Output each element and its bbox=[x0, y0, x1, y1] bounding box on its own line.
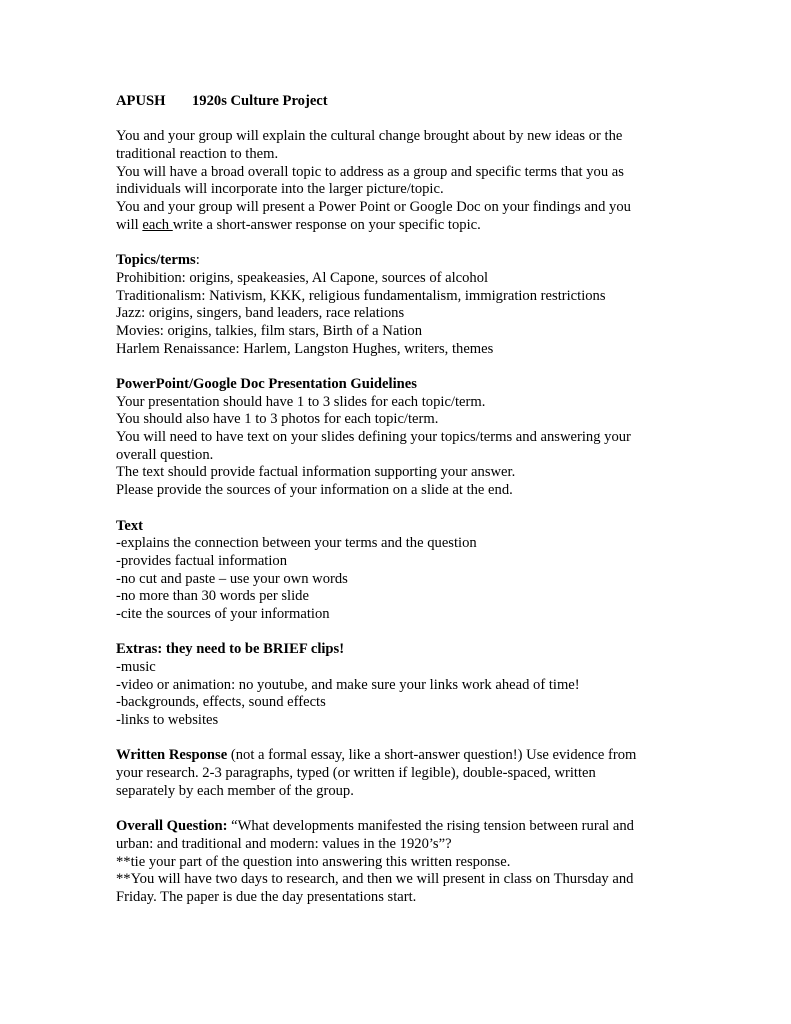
extras-section bbox=[116, 641, 686, 729]
topics-heading-line bbox=[116, 252, 686, 270]
section-heading: PowerPoint/Google Doc Presentation Guidelines bbox=[116, 376, 417, 392]
topic-item: Prohibition: origins, speakeasies, Al Capone, sources of alcohol bbox=[116, 269, 489, 286]
spacer bbox=[116, 801, 686, 819]
overall-line bbox=[116, 818, 686, 836]
spacer bbox=[116, 500, 686, 518]
text-section bbox=[116, 518, 686, 624]
intro-line: You and your group will explain the cultural change brought about by new ideas or the bbox=[116, 128, 623, 145]
section-heading: Written Response bbox=[116, 747, 228, 764]
intro-text: write a short-answer response on your specific topic. bbox=[172, 216, 481, 233]
spacer bbox=[116, 730, 686, 748]
page-title bbox=[116, 93, 686, 111]
overall-line: Friday. The paper is due the day presentations start. bbox=[116, 888, 417, 905]
intro-line: individuals will incorporate into the larger picture/topic. bbox=[116, 181, 444, 198]
text-rule: -provides factual information bbox=[116, 552, 288, 569]
spacer bbox=[116, 624, 686, 642]
underlined-word: each bbox=[142, 216, 173, 233]
extras-item: -video or animation: no youtube, and make sure your links work ahead of time! bbox=[116, 676, 580, 693]
text-rule: -explains the connection between your terms and the question bbox=[116, 535, 477, 552]
guidelines-section bbox=[116, 376, 686, 500]
topics-section bbox=[116, 252, 686, 358]
intro-paragraph bbox=[116, 128, 686, 234]
written-response-section bbox=[116, 747, 686, 800]
overall-text: “What developments manifested the rising tension between rural and bbox=[227, 818, 634, 835]
extras-item: -music bbox=[116, 659, 156, 675]
topic-item: Harlem Renaissance: Harlem, Langston Hughes, writers, themes bbox=[116, 340, 494, 357]
document-page bbox=[116, 93, 686, 907]
spacer bbox=[116, 358, 686, 376]
heading-colon: : bbox=[195, 252, 200, 269]
topic-item: Movies: origins, talkies, film stars, Birth of a Nation bbox=[116, 322, 423, 339]
intro-text: will bbox=[116, 216, 143, 233]
guideline-line: Please provide the sources of your information on a slide at the end. bbox=[116, 482, 513, 499]
project-name: 1920s Culture Project bbox=[192, 93, 328, 109]
intro-line: You and your group will present a Power Point or Google Doc on your findings and you bbox=[116, 199, 631, 216]
course-name: APUSH bbox=[116, 93, 166, 109]
guideline-line: The text should provide factual information supporting your answer. bbox=[116, 464, 516, 481]
overall-question-section bbox=[116, 818, 686, 906]
overall-line: **tie your part of the question into answering this written response. bbox=[116, 853, 511, 870]
intro-line: traditional reaction to them. bbox=[116, 146, 279, 163]
section-heading: Topics/terms bbox=[116, 252, 196, 269]
text-rule: -no more than 30 words per slide bbox=[116, 588, 309, 605]
section-heading: Extras: they need to be BRIEF clips! bbox=[116, 641, 345, 658]
extras-item: -links to websites bbox=[116, 712, 219, 729]
overall-line: urban: and traditional and modern: values in the 1920’s”? bbox=[116, 835, 452, 852]
spacer bbox=[116, 235, 686, 253]
written-line: separately by each member of the group. bbox=[116, 782, 354, 799]
topic-item: Traditionalism: Nativism, KKK, religious fundamentalism, immigration restrictions bbox=[116, 287, 606, 304]
section-heading: Overall Question: bbox=[116, 818, 228, 835]
text-rule: -cite the sources of your information bbox=[116, 605, 330, 622]
overall-line: **You will have two days to research, and then we will present in class on Thursday and bbox=[116, 871, 634, 888]
guideline-line: Your presentation should have 1 to 3 slides for each topic/term. bbox=[116, 393, 486, 410]
guideline-line: You will need to have text on your slides defining your topics/terms and answering your bbox=[116, 429, 631, 446]
topic-item: Jazz: origins, singers, band leaders, race relations bbox=[116, 305, 405, 322]
section-heading: Text bbox=[116, 517, 144, 534]
guideline-line: overall question. bbox=[116, 446, 214, 463]
spacer bbox=[116, 111, 686, 129]
written-line bbox=[116, 747, 686, 765]
text-rule: -no cut and paste – use your own words bbox=[116, 570, 348, 587]
extras-item: -backgrounds, effects, sound effects bbox=[116, 694, 326, 711]
guideline-line: You should also have 1 to 3 photos for each topic/term. bbox=[116, 411, 439, 428]
written-line: your research. 2-3 paragraphs, typed (or written if legible), double-spaced, written bbox=[116, 765, 596, 782]
written-text: (not a formal essay, like a short-answer question!) Use evidence from bbox=[227, 747, 637, 764]
intro-line bbox=[116, 217, 686, 235]
intro-line: You will have a broad overall topic to address as a group and specific terms that you as bbox=[116, 163, 624, 180]
